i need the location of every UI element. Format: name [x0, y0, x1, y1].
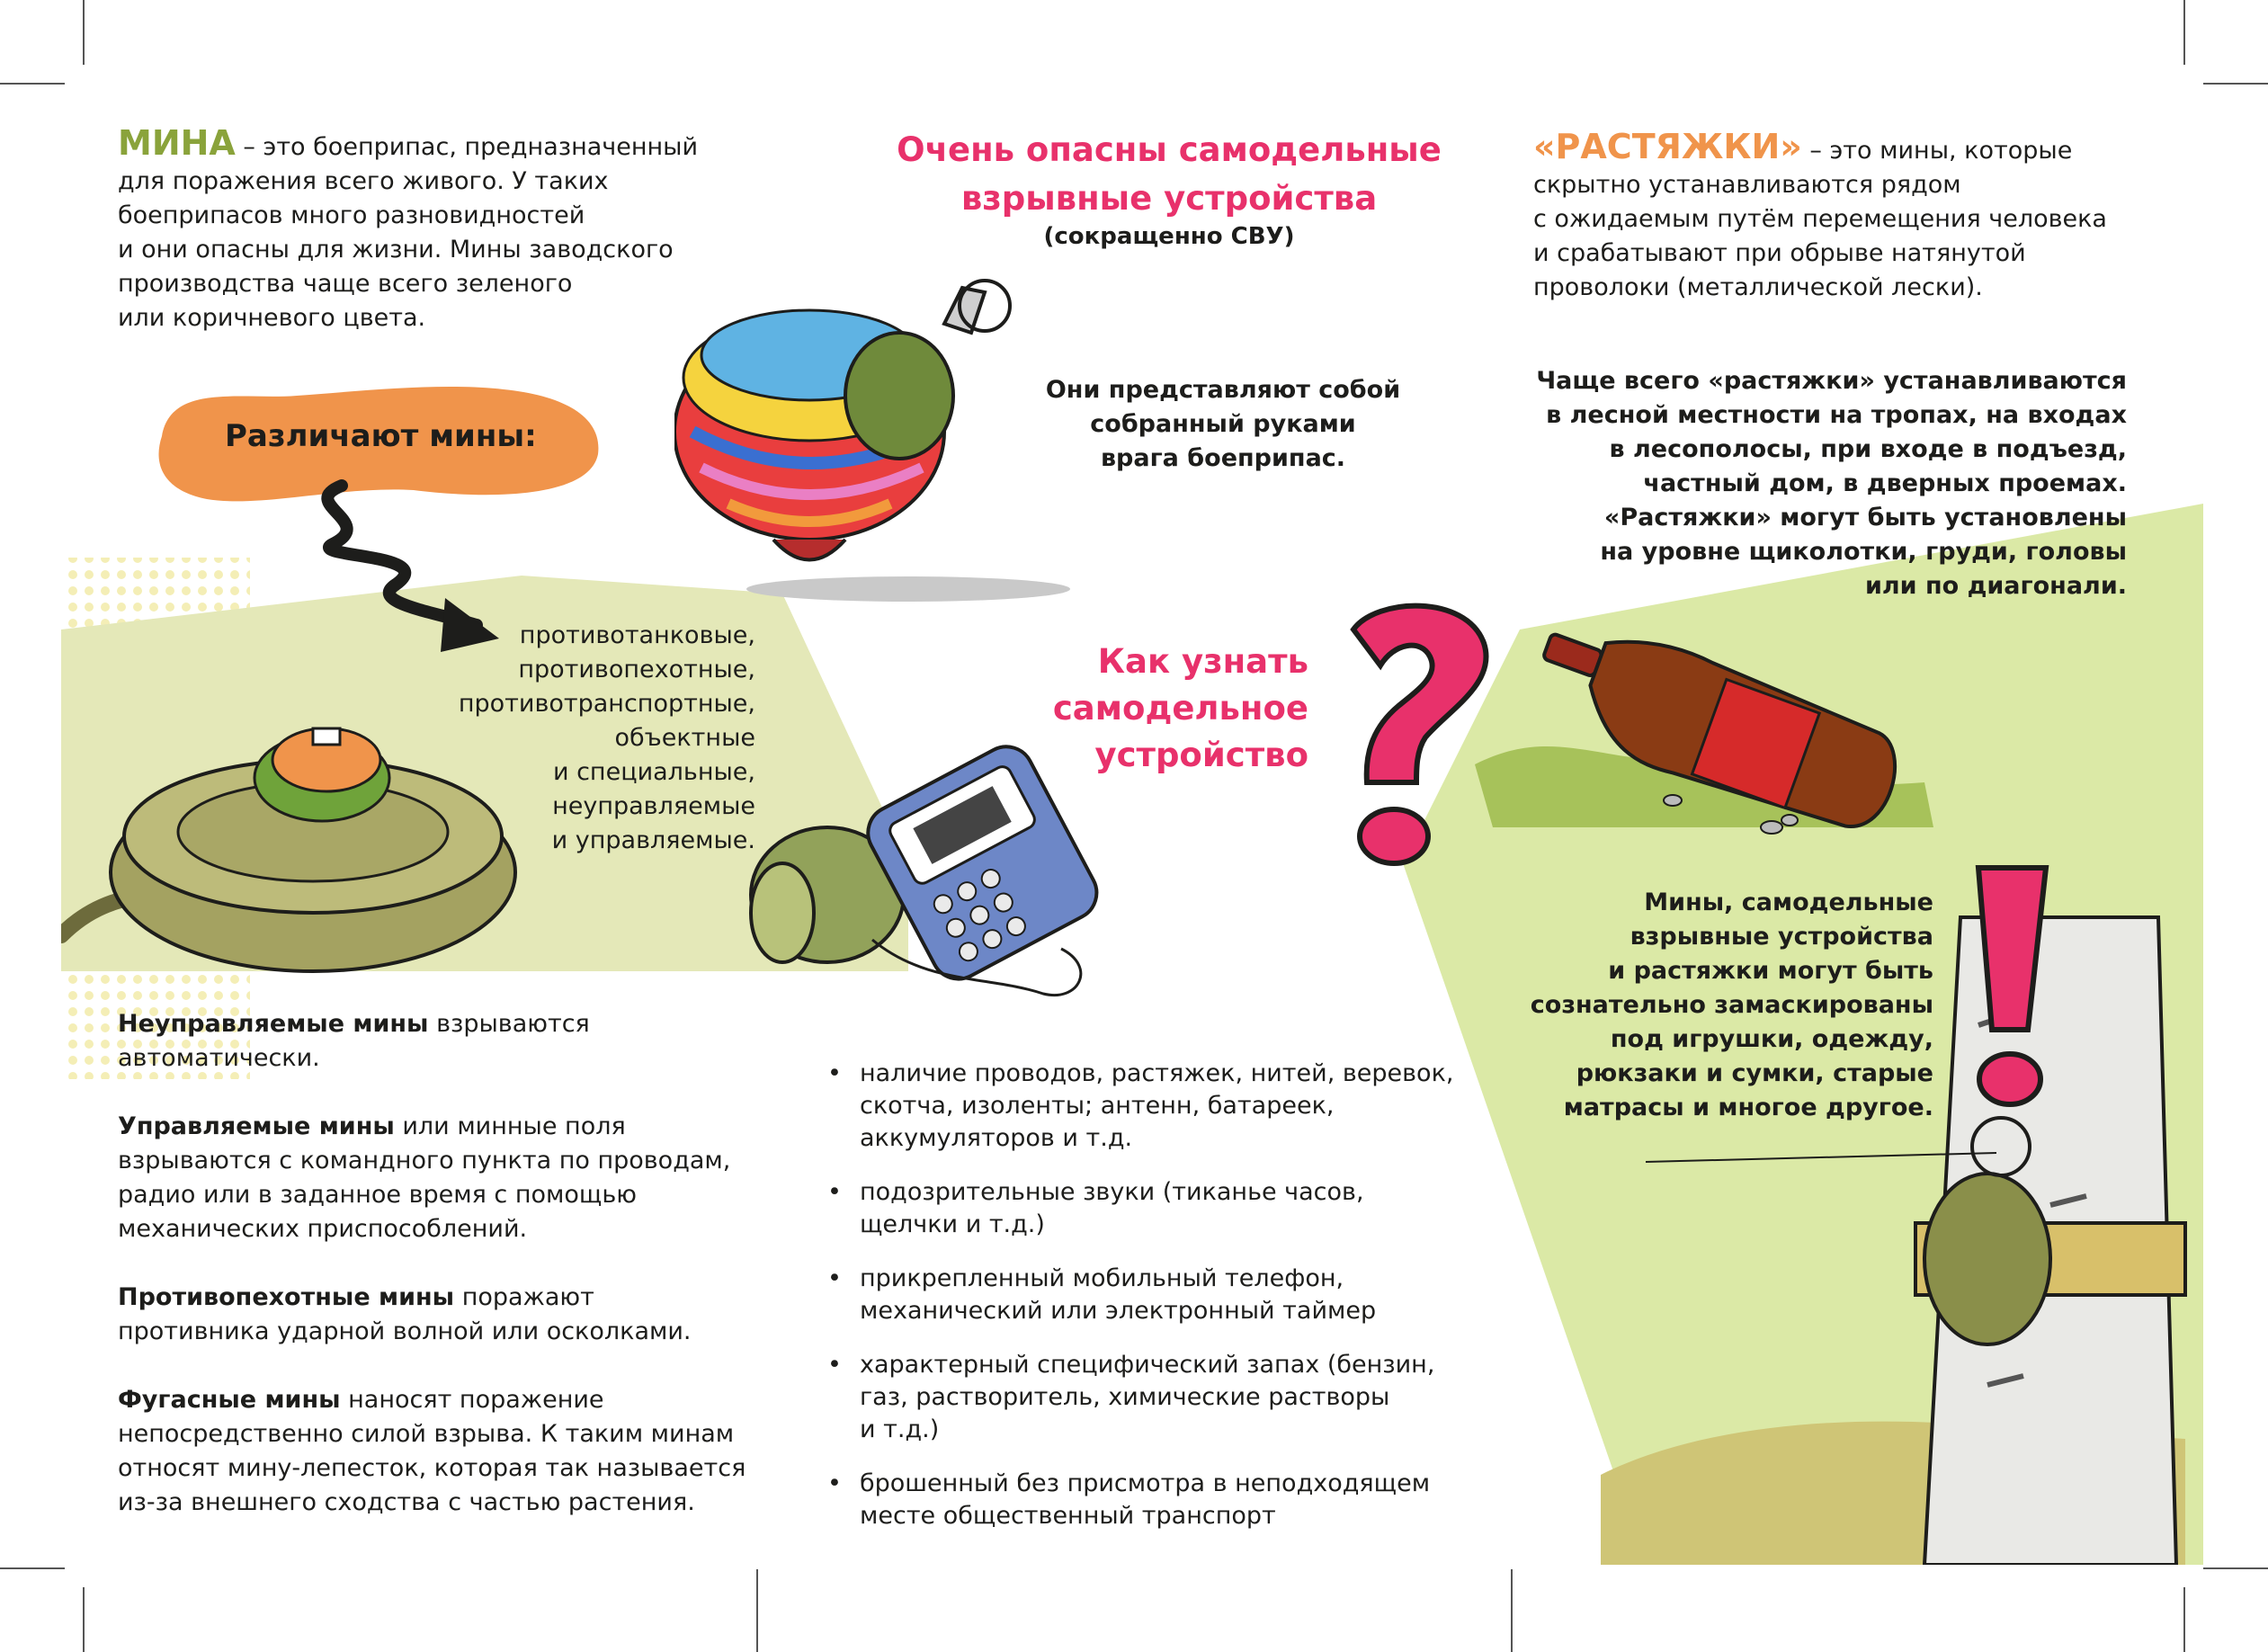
- sign-line: • подозрительные звуки (тиканье часов,: [860, 1178, 1364, 1206]
- tripwire-term: «РАСТЯЖКИ»: [1533, 127, 1802, 166]
- places-line: Чаще всего «растяжки» устанавливаются: [1536, 367, 2127, 395]
- ied-description: [1016, 373, 1430, 476]
- mina-term: МИНА: [118, 123, 236, 163]
- places-line: частный дом, в дверных проемах.: [1643, 469, 2127, 497]
- mine-definitions: [118, 1007, 765, 1520]
- mine-type-item: и управляемые.: [551, 826, 755, 854]
- sign-line: щелчки и т.д.): [860, 1210, 1045, 1238]
- ied-desc-line: Они представляют собой: [1045, 376, 1401, 404]
- places-line: «Растяжки» могут быть установлены: [1603, 504, 2127, 531]
- sign-line: механический или электронный таймер: [860, 1297, 1377, 1325]
- def-line: автоматически.: [118, 1044, 320, 1072]
- tripwire-def-line: скрытно устанавливаются рядом: [1533, 171, 1961, 199]
- ied-title-line: Очень опасны самодельные: [897, 130, 1442, 169]
- bottle-illustration: [1475, 612, 1942, 845]
- ied-title: [809, 126, 1529, 223]
- def-uncontrolled: [118, 1007, 765, 1076]
- ied-sign-item: [827, 1263, 1475, 1327]
- def-line: взрываются с командного пункта по проводам,: [118, 1147, 731, 1174]
- ied-subtitle: (сокращенно СВУ): [1043, 223, 1295, 250]
- sign-line: и т.д.): [860, 1415, 940, 1443]
- def-term: Управляемые мины: [118, 1112, 395, 1140]
- mine-type-item: и специальные,: [552, 758, 755, 786]
- disguise-line: и растяжки могут быть: [1608, 957, 1933, 985]
- disguise-line: матрасы и многое другое.: [1563, 1094, 1933, 1121]
- sign-line: месте общественный транспорт: [860, 1502, 1276, 1530]
- tripwire-def-line: и срабатывают при обрыве натянутой: [1533, 239, 2026, 267]
- def-line: наносят поражение: [340, 1386, 604, 1414]
- def-term: Фугасные мины: [118, 1386, 341, 1414]
- def-line: противника ударной волной или осколками.: [118, 1317, 692, 1345]
- mina-definition: [118, 123, 765, 335]
- tripwire-definition: [1533, 129, 2217, 305]
- disguise-line: Мины, самодельные: [1644, 889, 1933, 916]
- types-heading: Различают мины:: [225, 418, 537, 454]
- def-line: поражают: [454, 1283, 594, 1311]
- sign-line: • прикрепленный мобильный телефон,: [860, 1264, 1344, 1292]
- def-line: взрываются: [428, 1010, 590, 1038]
- def-controlled: [118, 1110, 765, 1246]
- mine-type-item: противотанковые,: [519, 621, 755, 649]
- exclamation-mark-icon: [1960, 859, 2059, 1120]
- places-line: или по диагонали.: [1864, 572, 2127, 600]
- disguise-line: под игрушки, одежду,: [1610, 1025, 1933, 1053]
- ied-desc-line: собранный руками: [1090, 410, 1356, 438]
- mine-type-item: неуправляемые: [552, 792, 755, 820]
- ied-sign-item: [827, 1176, 1475, 1241]
- def-line: или минные поля: [394, 1112, 626, 1140]
- how-line: самодельное: [1052, 689, 1308, 728]
- mina-def-line: и они опасны для жизни. Мины заводского: [118, 236, 674, 263]
- mine-type-item: противотранспортные,: [458, 690, 755, 718]
- places-line: в лесной местности на тропах, на входах: [1546, 401, 2127, 429]
- def-line: непосредственно силой взрыва. К таким минам: [118, 1420, 735, 1448]
- def-term: Противопехотные мины: [118, 1283, 455, 1311]
- def-high-explosive: [118, 1383, 765, 1520]
- landmine-illustration: [61, 692, 529, 989]
- mina-def-line: производства чаще всего зеленого: [118, 270, 573, 298]
- def-line: из-за внешнего сходства с частью растения.: [118, 1488, 695, 1516]
- ied-sign-item: [827, 1468, 1475, 1532]
- ied-sign-item: [827, 1058, 1475, 1155]
- disguise-line: сознательно замаскированы: [1530, 991, 1933, 1019]
- how-line: Как узнать: [1097, 642, 1308, 681]
- ied-title-line: взрывные устройства: [960, 179, 1378, 218]
- mina-def-line: для поражения всего живого. У таких: [118, 167, 609, 195]
- mina-def-line: или коричневого цвета.: [118, 304, 426, 332]
- phone-bomb-illustration: [719, 733, 1187, 1012]
- def-term: Неуправляемые мины: [118, 1010, 429, 1038]
- tree-grenade-illustration: [1601, 845, 2212, 1565]
- how-line: устройство: [1094, 736, 1308, 774]
- mina-def-line: боеприпасов много разновидностей: [118, 201, 585, 229]
- mine-type-item: противопехотные,: [518, 656, 755, 683]
- places-line: на уровне щиколотки, груди, головы: [1600, 538, 2127, 566]
- sign-line: аккумуляторов и т.д.: [860, 1124, 1133, 1152]
- def-line: относят мину-лепесток, которая так называется: [118, 1454, 746, 1482]
- tripwire-places: [1520, 364, 2127, 603]
- sign-line: скотча, изоленты; антенн, батареек,: [860, 1092, 1335, 1120]
- mina-def-line: – это боеприпас, предназначенный: [235, 133, 699, 161]
- tripwire-def-line: с ожидаемым путём перемещения человека: [1533, 205, 2107, 233]
- def-antipersonnel: [118, 1281, 765, 1349]
- places-line: в лесополосы, при входе в подъезд,: [1609, 435, 2127, 463]
- sign-line: • характерный специфический запах (бензин,: [860, 1351, 1435, 1379]
- ied-desc-line: врага боеприпас.: [1100, 444, 1346, 472]
- sign-line: • брошенный без присмотра в неподходящем: [860, 1469, 1431, 1497]
- tripwire-def-line: проволоки (металлической лески).: [1533, 273, 1983, 301]
- ied-signs-list: [827, 1058, 1475, 1554]
- def-line: радио или в заданное время с помощью: [118, 1181, 637, 1209]
- def-line: механических приспособлений.: [118, 1215, 528, 1243]
- sign-line: газ, растворитель, химические растворы: [860, 1383, 1390, 1411]
- ied-sign-item: [827, 1349, 1475, 1446]
- tripwire-def-line: – это мины, которые: [1801, 137, 2073, 165]
- sign-line: • наличие проводов, растяжек, нитей, веревок,: [860, 1059, 1454, 1087]
- disguise-line: взрывные устройства: [1630, 923, 1933, 951]
- disguise-line: рюкзаки и сумки, старые: [1576, 1059, 1933, 1087]
- mine-type-item: объектные: [614, 724, 755, 752]
